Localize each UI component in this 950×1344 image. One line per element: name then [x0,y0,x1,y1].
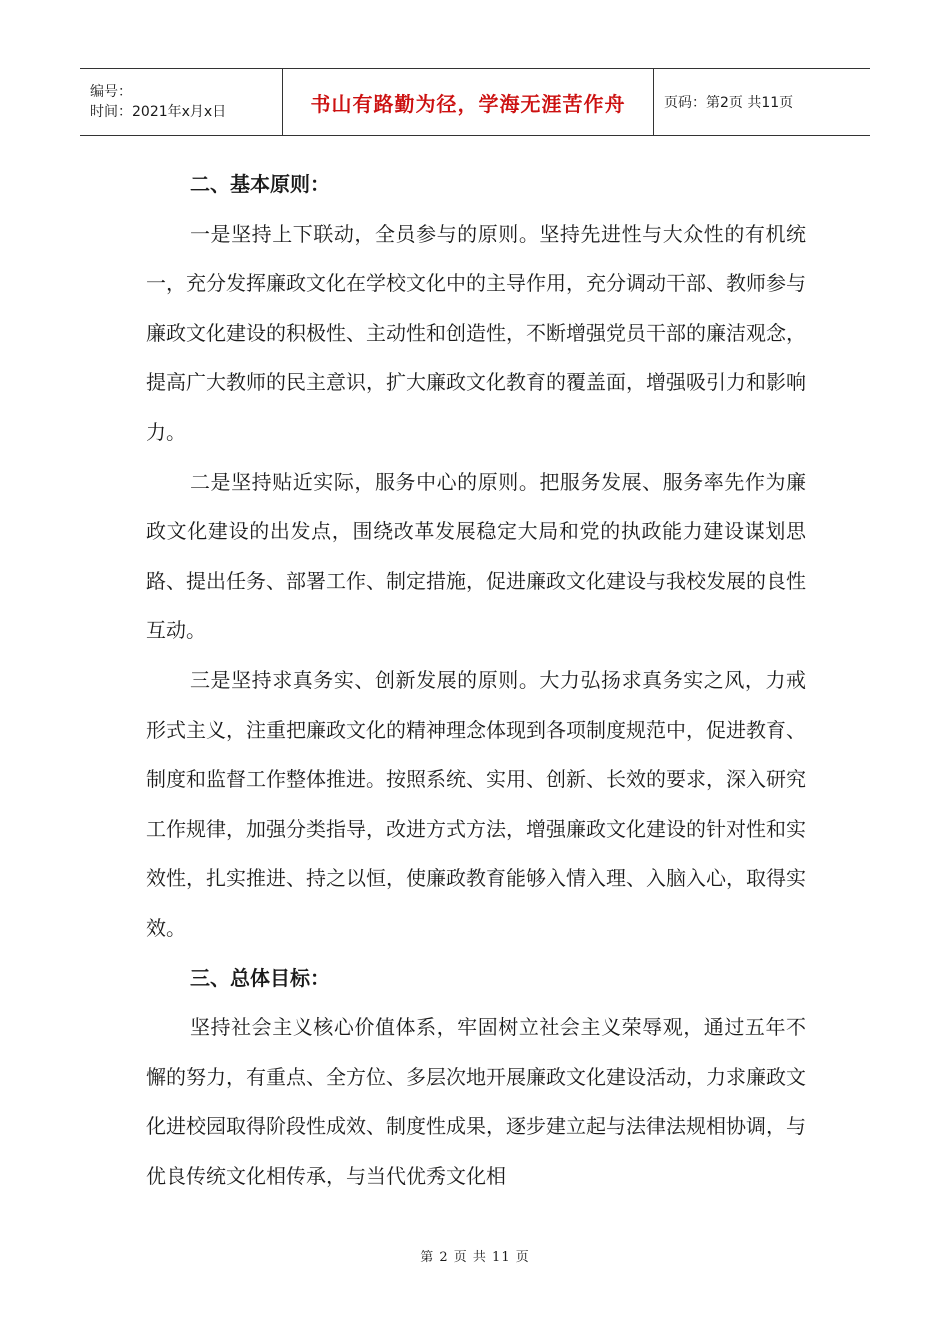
document-body [146,160,806,1201]
page-footer: 第 2 页 共 11 页 [420,1250,530,1265]
paragraph-principle-1: 一是坚持上下联动，全员参与的原则。坚持先进性与大众性的有机统一，充分发挥廉政文化在学校文化中的主导作用，充分调动干部、教师参与廉政文化建设的积极性、主动性和创造性，不断增强党员干部的廉洁观念，提高广大教师的民主意识，扩大廉政文化教育的覆盖面，增强吸引力和影响力。 [146,221,806,444]
header-motto: 书山有路勤为径，学海无涯苦作舟 [282,69,654,135]
document-date: 时间：2021年x月x日 [90,104,227,120]
paragraph-goals: 坚持社会主义核心价值体系，牢固树立社会主义荣辱观，通过五年不懈的努力，有重点、全方位、多层次地开展廉政文化建设活动，力求廉政文化进校园取得阶段性成效、制度性成果，逐步建立起与法律法规相协调，与优良传统文化相传承，与当代优秀文化相 [146,1015,806,1188]
header-meta [80,69,282,135]
document-number-label: 编号： [90,84,132,100]
page-header [80,68,870,136]
section-heading-goals: 三、总体目标： [190,965,330,990]
section-heading-principles: 二、基本原则： [190,172,330,196]
paragraph-principle-2: 二是坚持贴近实际，服务中心的原则。把服务发展、服务率先作为廉政文化建设的出发点，围绕改革发展稳定大局和党的执政能力建设谋划思路、提出任务、部署工作、制定措施，促进廉政文化建设与我校发展的良性互动。 [146,469,806,643]
paragraph-principle-3: 三是坚持求真务实、创新发展的原则。大力弘扬求真务实之风，力戒形式主义，注重把廉政文化的精神理念体现到各项制度规范中，促进教育、制度和监督工作整体推进。按照系统、实用、创新、长效的要求，深入研究工作规律，加强分类指导，改进方式方法，增强廉政文化建设的针对性和实效性，扎实推进、持之以恒，使廉政教育能够入情入理、入脑入心，取得实效。 [146,667,806,940]
header-page-info: 页码：第2页 共11页 [664,95,794,111]
